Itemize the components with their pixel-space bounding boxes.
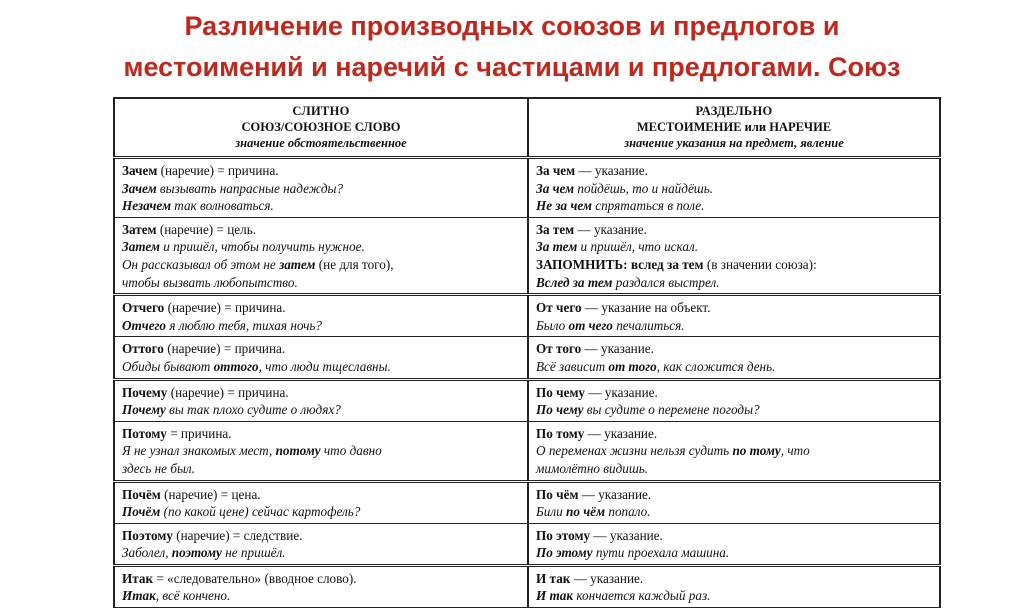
rules-table [113,97,941,608]
text-fragment: , что [780,443,810,459]
cell-line [536,587,932,605]
emphasized-word: По чему [536,402,584,418]
cell-line [536,425,932,443]
table-row [114,523,940,565]
cell-separate [528,481,940,523]
cell-separate [528,565,940,607]
text-fragment: попало. [605,504,651,520]
emphasized-word: Затем [122,221,157,237]
table-row [114,379,940,421]
text-fragment: (в значении союза): [703,256,817,272]
emphasized-word: Не за чем [536,198,592,214]
cell-line [122,442,520,460]
emphasized-word: потому [275,443,321,459]
text-fragment: и пришёл, что искал. [577,239,699,255]
cell-line [536,221,932,239]
text-fragment: — указание. [584,425,658,441]
emphasized-word: Оттого [122,341,164,357]
cell-line [122,274,520,292]
header-right-meaning: значение указания на предмет, явление [624,136,844,150]
table-row [114,295,940,337]
text-fragment: (наречие) = причина. [164,300,286,316]
text-fragment: чтобы вызвать любопытство. [122,274,298,290]
cell-line [536,238,932,256]
cell-together [114,295,528,337]
cell-separate [528,379,940,421]
text-fragment: = «следовательно» (вводное слово). [153,570,357,586]
text-fragment: (не для того), [315,256,394,272]
text-fragment: (по какой цене) сейчас картофель? [160,504,361,520]
slide-title-line-2: местоимений и наречий с частицами и предлогами. Союз [123,52,901,82]
text-fragment: — указание. [590,527,663,543]
header-right [528,98,940,158]
emphasized-word: ЗАПОМНИТЬ: вслед за тем [536,256,704,272]
cell-separate [528,217,940,294]
text-fragment: Я не узнал знакомых мест, [122,443,276,459]
emphasized-word: По чему [536,384,586,400]
cell-line [536,486,932,504]
text-fragment: Он рассказывал об этом не [122,256,280,272]
cell-line [122,317,520,335]
emphasized-word: По этому [536,545,593,561]
cell-line [536,162,932,180]
header-left-subtitle: СОЮЗ/СОЮЗНОЕ СЛОВО [241,120,401,134]
cell-line [122,460,520,478]
emphasized-word: Почём [122,504,161,520]
text-fragment: кончается каждый раз. [573,588,711,604]
cell-together [114,379,528,421]
cell-line [536,197,932,215]
text-fragment: , что люди тщеславны. [258,358,391,374]
text-fragment: пути проехала машина. [592,545,730,561]
emphasized-word: Почему [122,384,168,400]
cell-line [536,358,932,376]
cell-line [536,340,932,358]
emphasized-word: По чём [536,486,579,502]
emphasized-word: И так [536,588,574,604]
text-fragment: спрятаться в поле. [591,198,705,214]
text-fragment: — указание. [575,163,648,178]
cell-line [536,401,932,419]
slide-title-line-1: Различение производных союзов и предлогов и [184,11,840,41]
cell-together [114,421,528,481]
emphasized-word: Затем [122,239,160,255]
cell-line [536,299,932,317]
emphasized-word: Итак [122,588,156,604]
cell-line [122,384,520,402]
cell-line [122,238,520,256]
text-fragment: = причина. [166,425,232,441]
cell-line [122,256,520,274]
emphasized-word: За чем [536,163,576,178]
emphasized-word: Незачем [122,198,171,214]
text-fragment: (наречие) = следствие. [172,527,303,543]
header-left-title: СЛИТНО [292,104,350,118]
text-fragment: мимолётно видишь. [536,460,649,476]
cell-separate [528,337,940,379]
text-fragment: (наречие) = причина. [157,163,279,178]
emphasized-word: затем [279,256,316,272]
emphasized-word: За чем [536,180,575,196]
cell-line [122,570,520,588]
emphasized-word: оттого [213,358,259,374]
text-fragment: — указание на объект. [581,300,711,316]
table-row [114,337,940,379]
text-fragment: пойдёшь, то и найдёшь. [574,180,714,196]
emphasized-word: И так [536,570,571,586]
cell-line [536,544,932,562]
text-fragment: (наречие) = причина. [163,341,286,357]
emphasized-word: За тем [536,221,575,237]
cell-line [536,570,932,588]
cell-together [114,337,528,379]
cell-separate [528,523,940,565]
emphasized-word: Зачем [122,180,157,196]
cell-line [122,221,520,239]
cell-together [114,565,528,607]
text-fragment: О переменах жизни нельзя судить [536,443,733,459]
emphasized-word: Почему [122,402,166,418]
text-fragment: вы так плохо судите о людях? [165,402,341,418]
text-fragment: печалиться. [612,317,685,333]
cell-together [114,158,528,218]
text-fragment: здесь не был. [122,460,195,476]
table-row [114,158,940,218]
text-fragment: вы судите о перемене погоды? [583,402,760,418]
cell-together [114,481,528,523]
emphasized-word: За тем [536,239,578,255]
cell-together [114,523,528,565]
text-fragment: и пришёл, чтобы получить нужное. [159,239,365,255]
cell-line [122,180,520,198]
cell-together [114,217,528,294]
text-fragment: не пришёл. [221,545,286,561]
emphasized-word: Поэтому [122,527,173,543]
text-fragment: — указание. [570,570,644,586]
emphasized-word: Отчего [122,300,165,316]
cell-separate [528,421,940,481]
rules-table-container [113,97,943,604]
text-fragment: (наречие) = цена. [160,486,261,502]
emphasized-word: Почём [122,486,161,502]
table-row [114,217,940,294]
table-row [114,565,940,607]
text-fragment: — указание. [578,486,652,502]
emphasized-word: поэтому [171,545,222,561]
cell-line [122,503,520,521]
emphasized-word: от чего [568,317,613,333]
text-fragment: , всё кончено. [155,588,231,604]
cell-line [122,544,520,562]
cell-line [122,527,520,545]
text-fragment: — указание. [585,384,658,400]
cell-line [536,317,932,335]
emphasized-word: От того [536,341,582,357]
text-fragment: — указание. [574,221,647,237]
emphasized-word: По тому [536,425,585,441]
cell-line [536,503,932,521]
header-right-subtitle: МЕСТОИМЕНИЕ или НАРЕЧИЕ [636,120,832,134]
cell-line [536,442,932,460]
cell-line [536,527,932,545]
text-fragment: что давно [320,443,382,459]
text-fragment: — указание. [581,341,654,357]
emphasized-word: От чего [536,300,582,316]
header-right-title: РАЗДЕЛЬНО [695,104,773,118]
emphasized-word: Вслед за тем [536,274,613,290]
cell-line [122,162,520,180]
header-left-meaning: значение обстоятельственное [235,136,407,150]
cell-line [122,340,520,358]
cell-separate [528,295,940,337]
text-fragment: Всё зависит [536,358,609,374]
cell-line [122,587,520,605]
emphasized-word: Потому [122,425,167,441]
text-fragment: так волноваться. [170,198,274,214]
emphasized-word: По этому [536,527,591,543]
table-row [114,421,940,481]
text-fragment: (наречие) = причина. [167,384,289,400]
text-fragment: Заболел, [122,545,172,561]
text-fragment: вызывать напрасные надежды? [156,180,344,196]
text-fragment: я люблю тебя, тихая ночь? [166,317,323,333]
cell-line [536,460,932,478]
text-fragment: Обиды бывают [122,358,214,374]
cell-line [122,425,520,443]
slide-title [0,6,1024,88]
cell-separate [528,158,940,218]
text-fragment: Били [536,504,567,520]
text-fragment: (наречие) = цель. [156,221,257,237]
table-header-row [114,98,940,158]
cell-line [536,256,932,274]
emphasized-word: по чём [566,504,606,520]
text-fragment: Было [536,317,569,333]
emphasized-word: от того [608,358,657,374]
cell-line [536,180,932,198]
cell-line [122,358,520,376]
cell-line [536,274,932,292]
table-row [114,481,940,523]
header-left [114,98,528,158]
cell-line [122,486,520,504]
emphasized-word: Отчего [122,317,167,333]
cell-line [122,197,520,215]
cell-line [122,299,520,317]
emphasized-word: Зачем [122,163,158,178]
text-fragment: , как сложится день. [656,358,776,374]
emphasized-word: по тому [732,443,781,459]
text-fragment: раздался выстрел. [612,274,720,290]
table-body [114,158,940,608]
emphasized-word: Итак [122,570,154,586]
cell-line [122,401,520,419]
cell-line [536,384,932,402]
